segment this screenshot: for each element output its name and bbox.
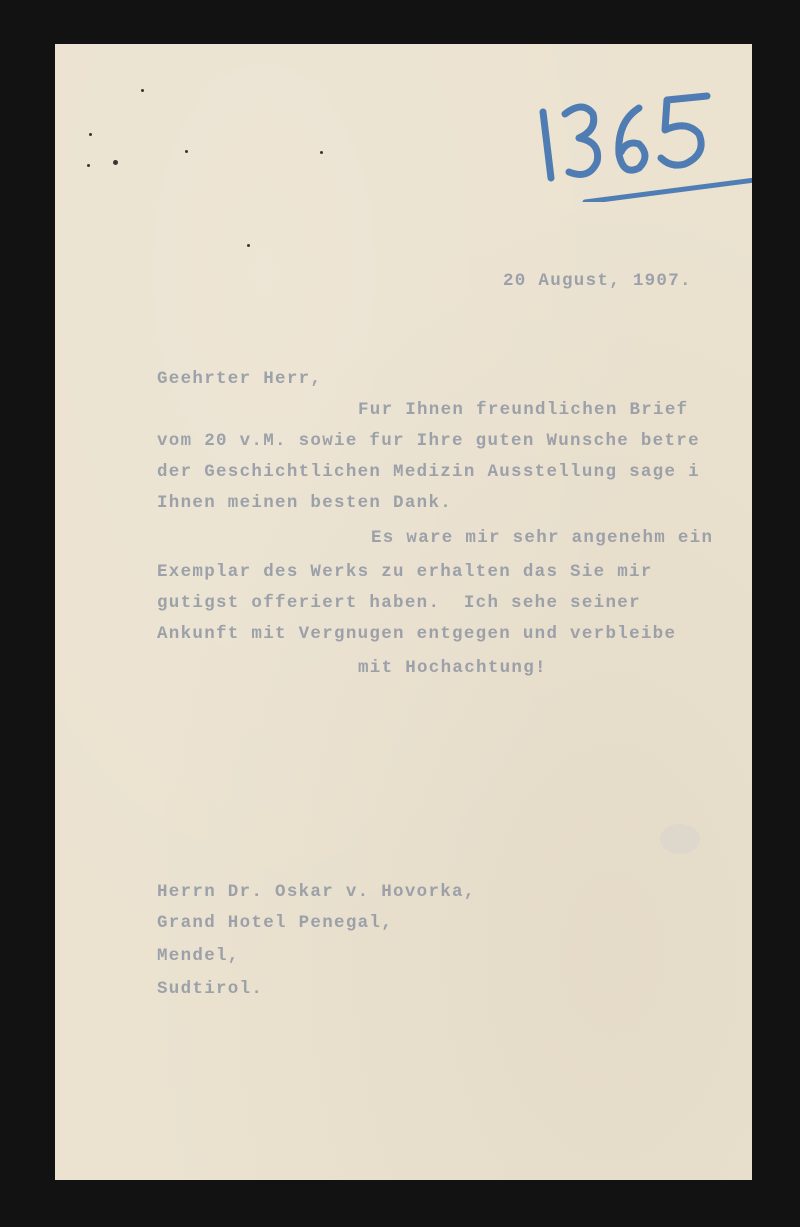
paper-speck: [247, 244, 250, 247]
paper-stain: [660, 824, 700, 854]
body-line: Es ware mir sehr angenehm ein: [371, 528, 714, 548]
address-line: Grand Hotel Penegal,: [157, 913, 394, 933]
paper-speck: [185, 150, 188, 153]
address-line: Sudtirol.: [157, 979, 264, 999]
address-line: Mendel,: [157, 946, 240, 966]
body-line: Ankunft mit Vergnugen entgegen und verbleibe: [157, 624, 677, 644]
paper-speck: [113, 160, 118, 165]
paper-speck: [320, 151, 323, 154]
letter-sheet: [55, 44, 752, 1180]
letter-salutation: Geehrter Herr,: [157, 369, 323, 389]
body-line: vom 20 v.M. sowie fur Ihre guten Wunsche betre: [157, 431, 700, 451]
body-line: Fur Ihnen freundlichen Brief: [358, 400, 689, 420]
paper-speck: [141, 89, 144, 92]
paper-speck: [87, 164, 90, 167]
address-line: Herrn Dr. Oskar v. Hovorka,: [157, 882, 476, 902]
body-line: Ihnen meinen besten Dank.: [157, 493, 453, 513]
letter-closing: mit Hochachtung!: [358, 658, 547, 678]
body-line: der Geschichtlichen Medizin Ausstellung sage i: [157, 462, 700, 482]
body-line: gutigst offeriert haben. Ich sehe seiner: [157, 593, 641, 613]
letter-date: 20 August, 1907.: [503, 271, 692, 291]
body-line: Exemplar des Werks zu erhalten das Sie mir: [157, 562, 653, 582]
archive-number-handwritten: [535, 92, 752, 202]
paper-speck: [89, 133, 92, 136]
